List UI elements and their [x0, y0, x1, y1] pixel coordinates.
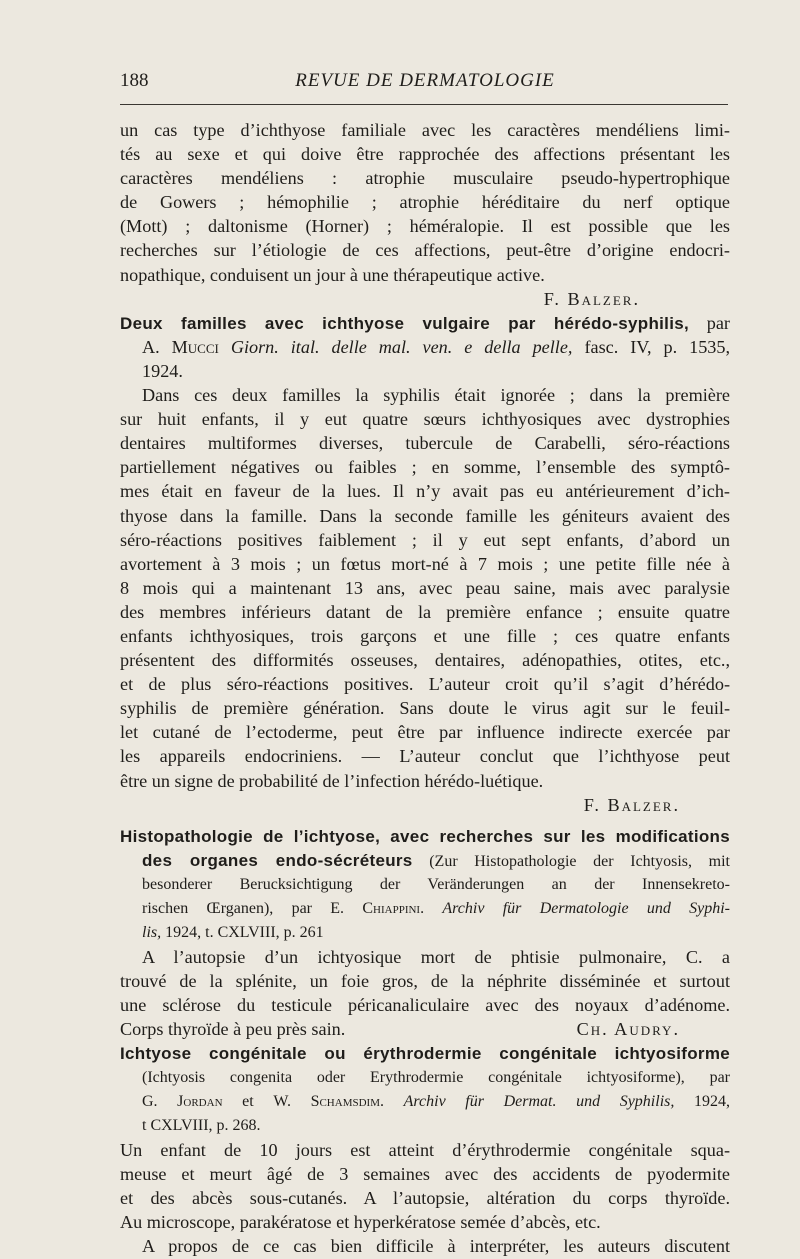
- text-line: dentaires multiformes diverses, tubercule de Carabelli, séro-réactions: [120, 433, 730, 454]
- source-detail: 1924, t. CXLVIII, p. 261: [165, 924, 324, 942]
- text-line: enfants ichthyosiques, trois garçons et une fille ; ces quatre enfants: [120, 625, 730, 646]
- citation-line: [120, 921, 730, 945]
- text-line: meuse et meurt âgé de 3 semaines avec des accidents de pyodermite: [120, 1164, 730, 1185]
- text-line: et de plus séro-réactions positives. L’auteur croit qu’il s’agit d’hérédo-: [120, 674, 730, 695]
- citation-line: t CXLVIII, p. 268.: [142, 1116, 261, 1134]
- text-line: 8 mois qui a maintenant 13 ans, avec peau saine, mais avec paralysie: [120, 577, 730, 598]
- text-line: caractères mendéliens : atrophie musculaire pseudo-hypertrophique: [120, 168, 730, 189]
- text-line-end: Corps thyroïde à peu près sain.: [120, 1019, 346, 1040]
- text-line: présentent des difformités osseuses, dentaires, adénopathies, otites, etc.,: [120, 650, 730, 671]
- page-body: [120, 118, 730, 1258]
- author: Chiappini.: [362, 900, 425, 917]
- article-title: Histopathologie de l’ichtyose, avec recherches sur les modifications: [120, 826, 730, 846]
- text-line: (Mott) ; daltonisme (Horner) ; héméralopie. Il est possible que les: [120, 216, 730, 237]
- text-line: une sclérose du testicule péricanaliculaire avec des noyaux d’adénome.: [120, 995, 730, 1016]
- text-line: être un signe de probabilité de l’infection hérédo-luétique.: [120, 770, 544, 791]
- text-line: de Gowers ; hémophilie ; atrophie héréditaire du nerf optique: [120, 192, 730, 213]
- signature: F. Balzer.: [543, 288, 640, 309]
- text-line: sur huit enfants, il y eut quatre sœurs ichthyosiques avec dystrophies: [120, 409, 730, 430]
- text-line: des membres inférieurs datant de la première enfance ; ensuite quatre: [120, 601, 730, 622]
- intro-paragraph: [120, 118, 730, 311]
- text-line: un cas type d’ichthyose familiale avec les caractères mendéliens limi-: [120, 120, 730, 140]
- text-line: les appareils endocriniens. — L’auteur conclut que l’ichthyose peut: [120, 746, 730, 767]
- signature: F. Balzer.: [583, 794, 680, 815]
- signature: Ch. Audry.: [576, 1019, 680, 1040]
- text-line: partiellement négatives ou faibles ; en somme, l’ensemble des symptô-: [120, 457, 730, 478]
- author: A. Mucci: [142, 336, 219, 357]
- journal-title: REVUE DE DERMATOLOGIE: [295, 70, 555, 91]
- text-line: Un enfant de 10 jours est atteint d’érythrodermie congénitale squa-: [120, 1139, 730, 1160]
- header-rule: [120, 104, 728, 105]
- journal-source-cont: lis,: [142, 924, 162, 942]
- source-detail: fasc. IV, p. 1535,: [584, 336, 730, 357]
- text-line: trouvé de la splénite, un foie gros, de la néphrite disséminée et surtout: [120, 971, 730, 992]
- source-detail: 1924,: [694, 1092, 730, 1110]
- par-word: par: [706, 312, 730, 333]
- journal-source: Archiv für Dermatologie und Syphi-: [442, 900, 730, 917]
- text-line: Dans ces deux familles la syphilis était ignorée ; dans la première: [142, 385, 730, 406]
- journal-source: Giorn. ital. delle mal. ven. e della pelle,: [230, 336, 573, 357]
- citation-line: [120, 1090, 730, 1114]
- citation-line: [120, 897, 730, 921]
- article-deux-familles: [120, 311, 730, 817]
- citation-line: [120, 849, 730, 873]
- article-title: Ichtyose congénitale ou érythrodermie congénitale ichtyosiforme: [120, 1043, 730, 1063]
- journal-source: Archiv für Dermat. und Syphilis,: [403, 1092, 675, 1110]
- german-title: (Zur Histopathologie der Ichtyosis, mit: [429, 852, 730, 870]
- citation-line: (Ichtyosis congenita oder Erythrodermie congénitale ichtyosiforme), par: [142, 1068, 730, 1086]
- citation-year: 1924.: [142, 360, 183, 381]
- german-title-end: rischen Œrganen), par E.: [142, 900, 345, 917]
- article-title: Deux familles avec ichthyose vulgaire par hérédo-syphilis,: [120, 313, 690, 333]
- citation-line: besonderer Berucksichtigung der Veränderungen an der Innensekreto-: [142, 875, 730, 893]
- citation-line: [120, 335, 730, 359]
- text-line: séro-réactions positives faiblement ; il y eut sept enfants, d’abord un: [120, 529, 730, 550]
- article-title-cont: des organes endo-sécréteurs: [142, 850, 413, 870]
- text-line: avortement à 3 mois ; un fœtus mort-né à 7 mois ; une petite fille née à: [120, 553, 730, 574]
- text-line: syphilis de première génération. Sans doute le virus agit sur le feuil-: [120, 698, 730, 719]
- conjunction: et: [242, 1092, 254, 1110]
- text-line: let cutané de l’ectoderme, peut être par influence indirecte exercée par: [120, 722, 730, 743]
- text-line: Au microscope, parakératose et hyperkératose semée d’abcès, etc.: [120, 1212, 601, 1233]
- article-histopathologie: [120, 825, 730, 1042]
- article-heading: [120, 311, 730, 335]
- article-ichtyose-congenitale: [120, 1042, 730, 1259]
- text-line: nopathique, conduisent un jour à une thérapeutique active.: [120, 264, 545, 285]
- text-line: recherches sur l’étiologie de ces affections, peut-être d’origine endocri-: [120, 240, 730, 261]
- text-line: mes était en faveur de la lues. Il n’y avait pas eu antérieurement d’ich-: [120, 481, 730, 502]
- text-line: thyose dans la famille. Dans la seconde famille les géniteurs avaient des: [120, 505, 730, 526]
- author: W. Schamsdim.: [273, 1092, 384, 1110]
- text-line: et des abcès sous-cutanés. A l’autopsie, altération du corps thyroïde.: [120, 1188, 730, 1209]
- text-line: A l’autopsie d’un ichtyosique mort de phtisie pulmonaire, C. a: [142, 947, 730, 968]
- author: G. Jordan: [142, 1092, 223, 1110]
- text-line: tés au sexe et qui doive être rapprochée des affections présentant les: [120, 144, 730, 165]
- text-line: [120, 1017, 730, 1041]
- page-number: 188: [120, 70, 149, 91]
- running-head: [120, 70, 730, 94]
- text-line: A propos de ce cas bien difficile à interpréter, les auteurs discutent: [142, 1236, 730, 1257]
